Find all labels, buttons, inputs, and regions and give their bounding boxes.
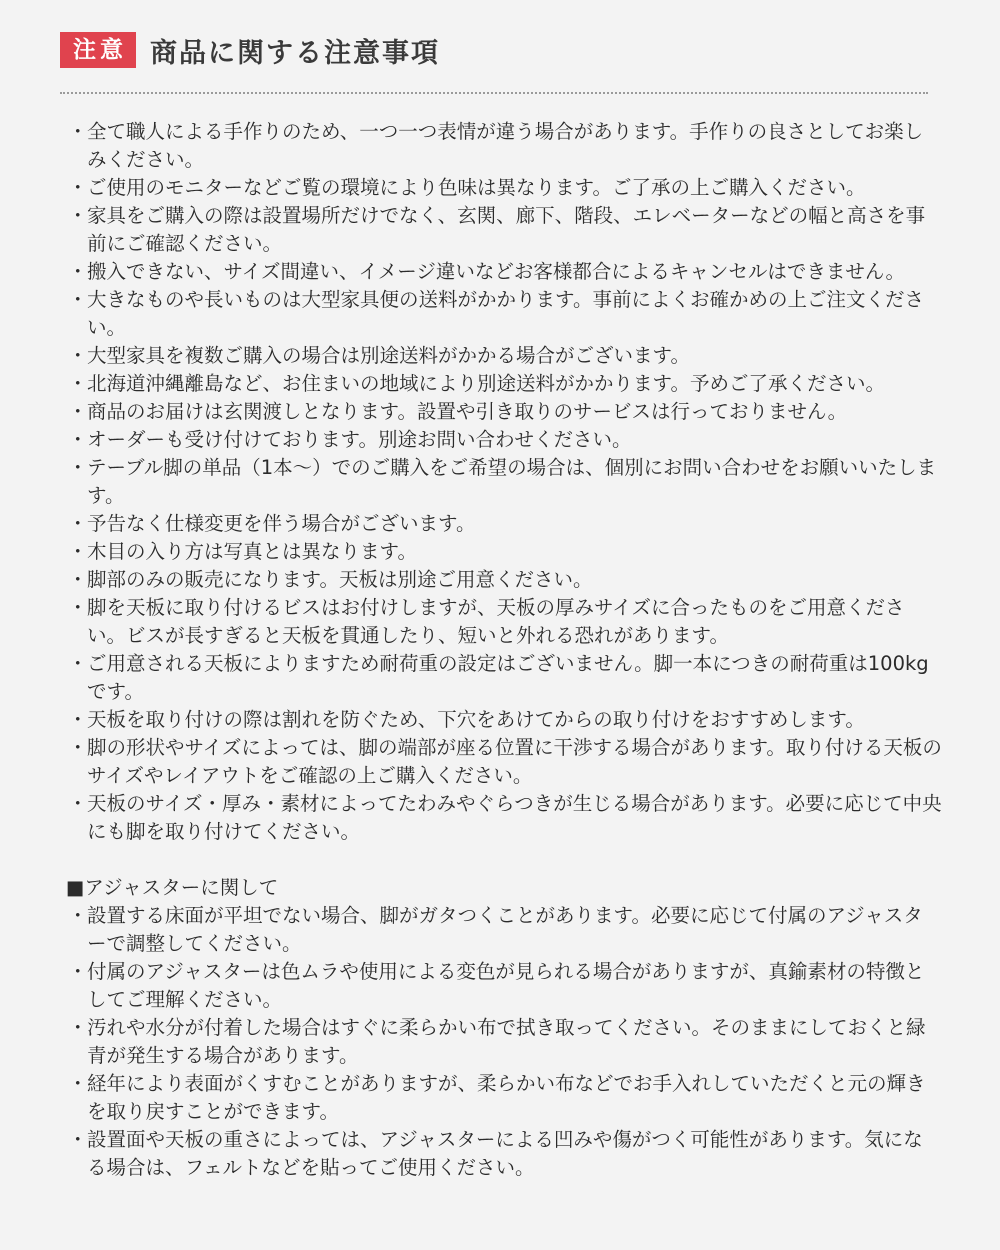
note-item [66,790,942,846]
bullet-mark: ・ [68,652,88,675]
note-text: 脚を天板に取り付けるビスはお付けしますが、天板の厚みサイズに合ったものをご用意ください。ビスが長すぎると天板を貫通したり、短いと外れる恐れがあります。 [87,596,905,647]
bullet-mark: ・ [68,120,88,143]
bullet-mark: ・ [68,260,88,283]
note-item [66,538,942,566]
bullet-mark: ・ [68,708,88,731]
bullet-mark: ・ [68,344,88,367]
notes-content [66,118,942,1182]
note-item [66,566,942,594]
adjuster-note-item [66,1070,942,1126]
note-item [66,258,942,286]
note-item [66,510,942,538]
note-text: 設置面や天板の重さによっては、アジャスターによる凹みや傷がつく可能性があります。気になる場合は、フェルトなどを貼ってご使用ください。 [87,1128,923,1179]
bullet-mark: ・ [68,1128,88,1151]
notice-badge: 注意 [60,32,136,68]
note-text: ご使用のモニターなどご覧の環境により色味は異なります。ご了承の上ご購入ください。 [87,176,866,199]
page-title: 商品に関する注意事項 [150,37,440,69]
bullet-mark: ・ [68,176,88,199]
adjuster-section-heading: ■アジャスターに関して [66,876,279,899]
adjuster-note-item [66,902,942,958]
bullet-mark: ・ [68,904,88,927]
note-item [66,286,942,342]
note-text: 汚れや水分が付着した場合はすぐに柔らかい布で拭き取ってください。そのままにしておくと緑青が発生する場合があります。 [87,1016,926,1067]
note-text: 天板を取り付けの際は割れを防ぐため、下穴をあけてからの取り付けをおすすめします。 [87,708,865,731]
note-item [66,706,942,734]
bullet-mark: ・ [68,540,88,563]
note-text: 商品のお届けは玄関渡しとなります。設置や引き取りのサービスは行っておりません。 [87,400,848,423]
note-text: 全て職人による手作りのため、一つ一つ表情が違う場合があります。手作りの良さとしてお楽しみください。 [87,120,924,171]
note-item [66,370,942,398]
bullet-mark: ・ [68,288,88,311]
note-item [66,398,942,426]
note-item [66,342,942,370]
note-text: 設置する床面が平坦でない場合、脚がガタつくことがあります。必要に応じて付属のアジャスターで調整してください。 [87,904,923,955]
note-text: 北海道沖縄離島など、お住まいの地域により別途送料がかかります。予めご了承ください。 [87,372,885,395]
bullet-mark: ・ [68,792,88,815]
adjuster-notes-list [66,902,942,1182]
note-text: 脚部のみの販売になります。天板は別途ご用意ください。 [87,568,593,591]
bullet-mark: ・ [68,456,88,479]
note-item [66,174,942,202]
bullet-mark: ・ [68,960,88,983]
adjuster-note-item [66,1126,942,1182]
note-item [66,426,942,454]
note-text: 経年により表面がくすむことがありますが、柔らかい布などでお手入れしていただくと元の輝きを取り戻すことができます。 [87,1072,926,1123]
bullet-mark: ・ [68,1072,88,1095]
notes-list [66,118,942,846]
note-item [66,650,942,706]
bullet-mark: ・ [68,568,88,591]
bullet-mark: ・ [68,736,88,759]
bullet-mark: ・ [68,204,88,227]
bullet-mark: ・ [68,512,88,535]
notice-header [60,30,440,70]
note-text: 大きなものや長いものは大型家具便の送料がかかります。事前によくお確かめの上ご注文ください。 [87,288,924,339]
dotted-divider [60,92,928,94]
note-item [66,594,942,650]
note-text: 大型家具を複数ご購入の場合は別途送料がかかる場合がございます。 [87,344,690,367]
note-text: テーブル脚の単品（1本〜）でのご購入をご希望の場合は、個別にお問い合わせをお願いいたします。 [87,456,937,507]
note-item [66,202,942,258]
note-text: 家具をご購入の際は設置場所だけでなく、玄関、廊下、階段、エレベーターなどの幅と高さを事前にご確認ください。 [87,204,926,255]
note-text: 予告なく仕様変更を伴う場合がございます。 [87,512,476,535]
bullet-mark: ・ [68,428,88,451]
note-text: 木目の入り方は写真とは異なります。 [87,540,417,563]
adjuster-note-item [66,1014,942,1070]
bullet-mark: ・ [68,400,88,423]
note-text: オーダーも受け付けております。別途お問い合わせください。 [87,428,632,451]
adjuster-note-item [66,958,942,1014]
note-text: 搬入できない、サイズ間違い、イメージ違いなどお客様都合によるキャンセルはできません。 [87,260,906,283]
bullet-mark: ・ [68,372,88,395]
note-text: 天板のサイズ・厚み・素材によってたわみやぐらつきが生じる場合があります。必要に応じて中央にも脚を取り付けてください。 [87,792,942,843]
note-text: 付属のアジャスターは色ムラや使用による変色が見られる場合がありますが、真鍮素材の特徴としてご理解ください。 [87,960,925,1011]
bullet-mark: ・ [68,1016,88,1039]
note-item [66,734,942,790]
note-item [66,118,942,174]
note-text: 脚の形状やサイズによっては、脚の端部が座る位置に干渉する場合があります。取り付ける天板のサイズやレイアウトをご確認の上ご購入ください。 [87,736,942,787]
bullet-mark: ・ [68,596,88,619]
note-text: ご用意される天板によりますため耐荷重の設定はございません。脚一本につきの耐荷重は100kgです。 [87,652,929,703]
note-item [66,454,942,510]
